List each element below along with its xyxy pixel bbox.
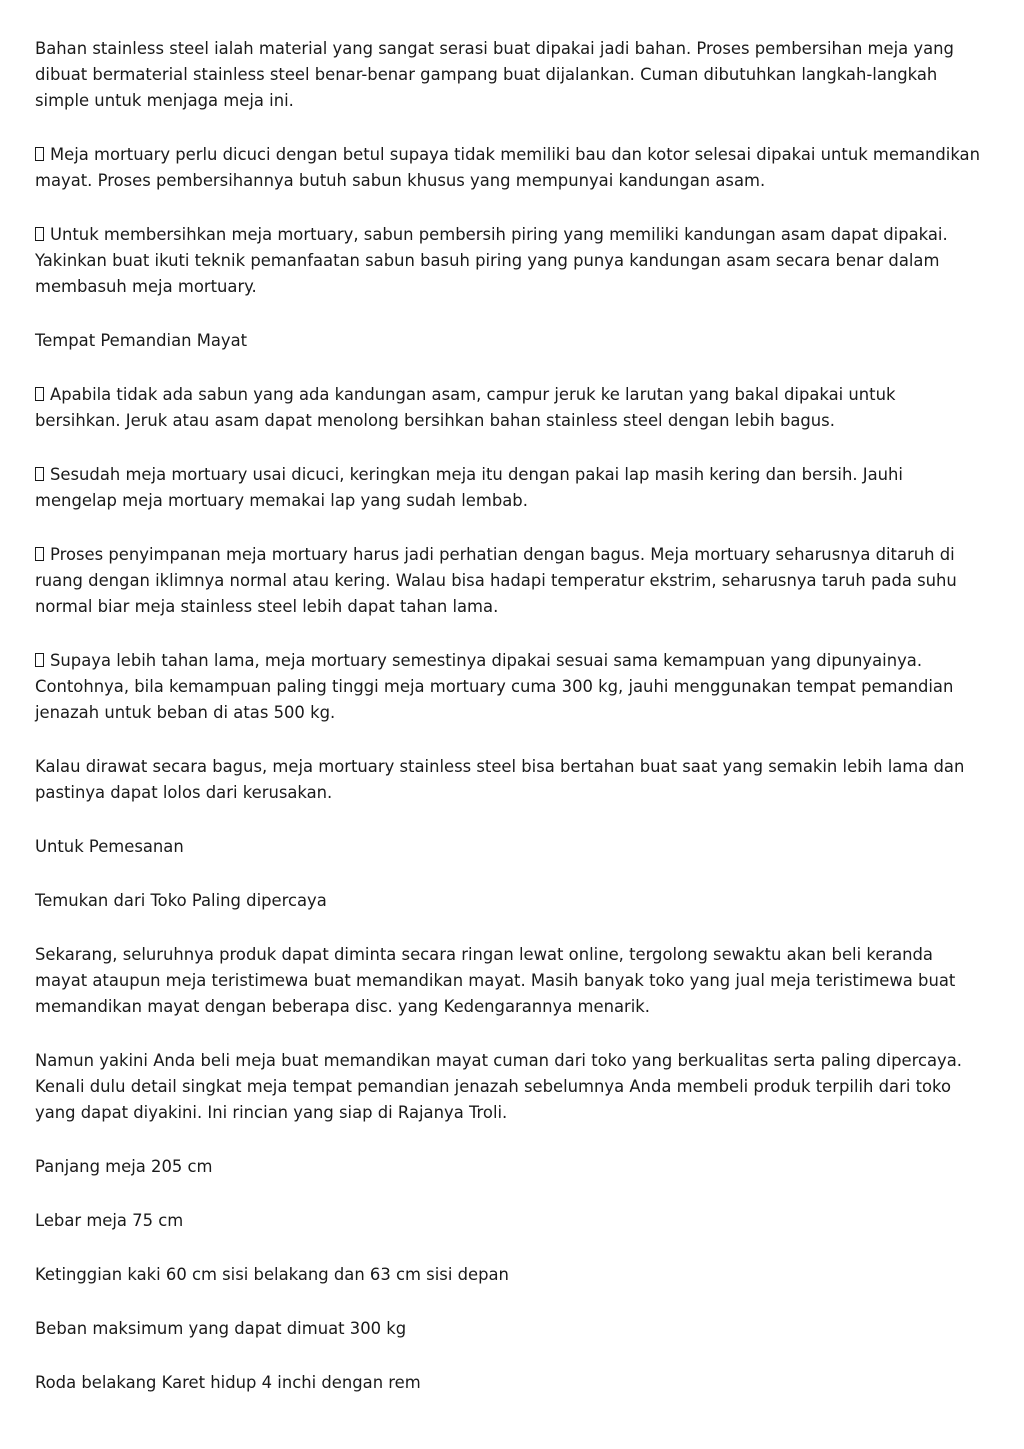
spec-width: Lebar meja 75 cm: [35, 1211, 184, 1230]
missing-glyph-icon: [35, 227, 44, 241]
spec-leg-height: Ketinggian kaki 60 cm sisi belakang dan 63 cm sisi depan: [35, 1265, 509, 1284]
missing-glyph-icon: [35, 653, 44, 667]
bullet-item: [35, 648, 984, 726]
bullet-text: Meja mortuary perlu dicuci dengan betul supaya tidak memiliki bau dan kotor selesai dipakai untuk memandikan mayat. Proses pembersihannya butuh sabun khusus yang mempunyai kandungan asam.: [35, 145, 980, 190]
section-heading-toko: Temukan dari Toko Paling dipercaya: [35, 891, 327, 910]
paragraph-intro: Bahan stainless steel ialah material yang sangat serasi buat dipakai jadi bahan. Proses pembersihan meja yang dibuat bermaterial stainless steel benar-benar gampang buat dijalankan. Cuman dibutuhkan langkah-langkah simple untuk menjaga meja ini.: [35, 39, 954, 110]
bullet-text: Supaya lebih tahan lama, meja mortuary semestinya dipakai sesuai sama kemampuan yang dipunyainya. Contohnya, bila kemampuan paling tinggi meja mortuary cuma 300 kg, jauhi menggunakan tempat pemandian jenazah untuk beban di atas 500 kg.: [35, 651, 954, 722]
missing-glyph-icon: [35, 147, 44, 161]
missing-glyph-icon: [35, 547, 44, 561]
bullet-item: [35, 462, 984, 514]
spec-rear-wheel: Roda belakang Karet hidup 4 inchi dengan rem: [35, 1373, 421, 1392]
bullet-item: [35, 142, 984, 194]
paragraph-online: Sekarang, seluruhnya produk dapat diminta secara ringan lewat online, tergolong sewaktu akan beli keranda mayat ataupun meja teristimewa buat memandikan mayat. Masih banyak toko yang jual meja teristimewa buat memandikan mayat dengan beberapa disc. yang Kedengarannya menarik.: [35, 945, 956, 1016]
bullet-text: Untuk membersihkan meja mortuary, sabun pembersih piring yang memiliki kandungan asam dapat dipakai. Yakinkan buat ikuti teknik pemanfaatan sabun basuh piring yang punya kandungan asam secara benar dalam membasuh meja mortuary.: [35, 225, 948, 296]
spec-length: Panjang meja 205 cm: [35, 1157, 213, 1176]
missing-glyph-icon: [35, 387, 44, 401]
missing-glyph-icon: [35, 467, 44, 481]
paragraph-trusted-store: Namun yakini Anda beli meja buat memandikan mayat cuman dari toko yang berkualitas serta paling dipercaya. Kenali dulu detail singkat meja tempat pemandian jenazah sebelumnya Anda membeli produk terpilih dari toko yang dapat diyakini. Ini rincian yang siap di Rajanya Troli.: [35, 1051, 962, 1122]
bullet-text: Sesudah meja mortuary usai dicuci, keringkan meja itu dengan pakai lap masih kering dan bersih. Jauhi mengelap meja mortuary memakai lap yang sudah lembab.: [35, 465, 903, 510]
bullet-item: [35, 542, 984, 620]
paragraph-care: Kalau dirawat secara bagus, meja mortuary stainless steel bisa bertahan buat saat yang semakin lebih lama dan pastinya dapat lolos dari kerusakan.: [35, 757, 965, 802]
bullet-text: Apabila tidak ada sabun yang ada kandungan asam, campur jeruk ke larutan yang bakal dipakai untuk bersihkan. Jeruk atau asam dapat menolong bersihkan bahan stainless steel dengan lebih bagus.: [35, 385, 896, 430]
spec-max-load: Beban maksimum yang dapat dimuat 300 kg: [35, 1319, 407, 1338]
bullet-text: Proses penyimpanan meja mortuary harus jadi perhatian dengan bagus. Meja mortuary seharusnya ditaruh di ruang dengan iklimnya normal atau kering. Walau bisa hadapi temperatur ekstrim, seharusnya taruh pada suhu normal biar meja stainless steel lebih dapat tahan lama.: [35, 545, 957, 616]
section-heading-tempat-pemandian: Tempat Pemandian Mayat: [35, 331, 248, 350]
section-heading-pemesanan: Untuk Pemesanan: [35, 837, 184, 856]
bullet-item: [35, 222, 984, 300]
bullet-item: [35, 382, 984, 434]
